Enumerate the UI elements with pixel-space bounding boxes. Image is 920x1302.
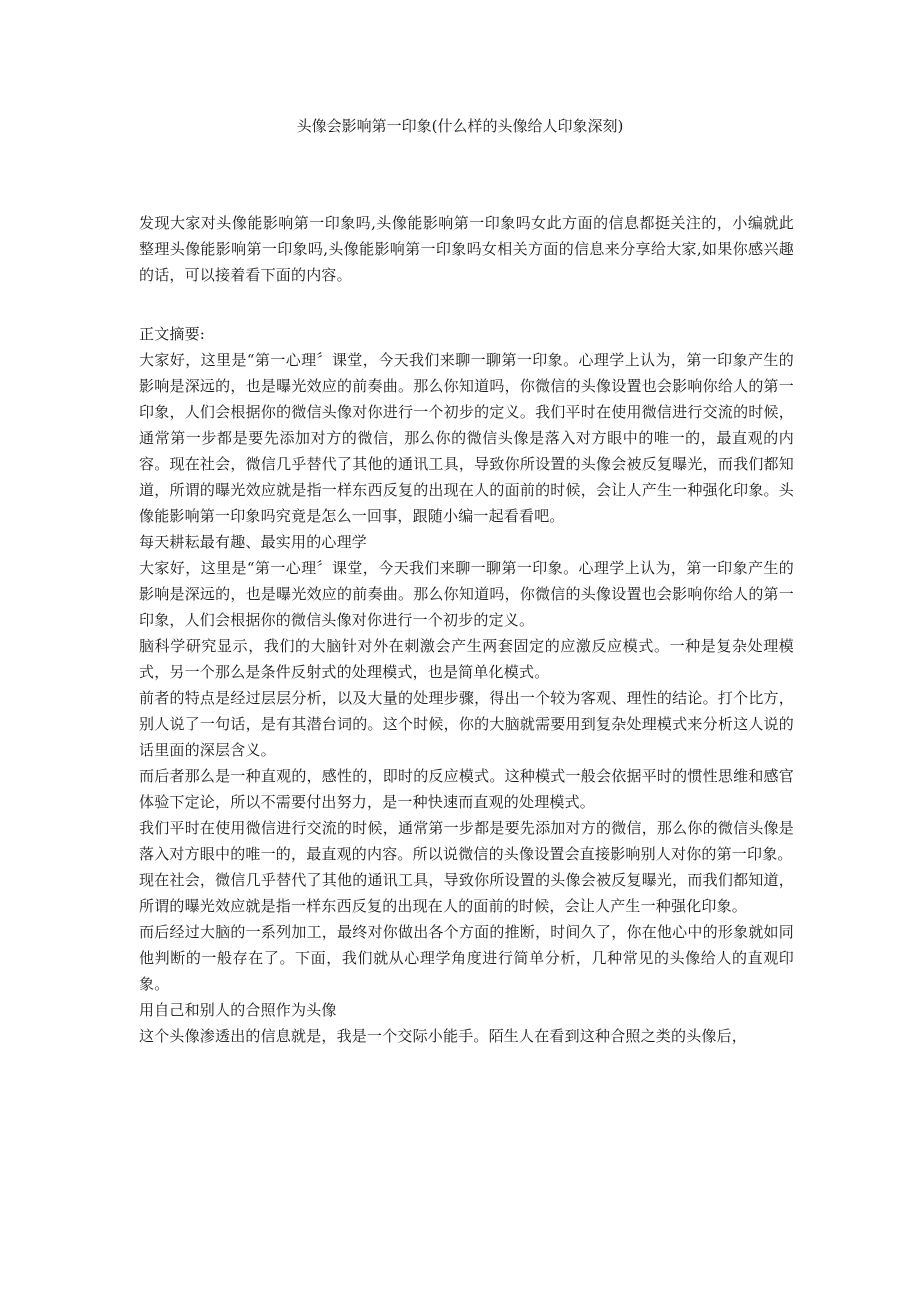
body-paragraph: 而后者那么是一种直观的，感性的，即时的反应模式。这种模式一般会依据平时的惯性思维和感官体验下定论，所以不需要付出努力，是一种快速而直观的处理模式。 <box>139 767 794 811</box>
page-title: 头像会影响第一印象(什么样的头像给人印象深刻) <box>296 117 624 135</box>
subheading: 用自己和别人的合照作为头像 <box>139 1001 337 1019</box>
body-paragraph: 而后经过大脑的一系列加工，最终对你做出各个方面的推断，时间久了，你在他心中的形象就如同他判断的一般存在了。下面，我们就从心理学角度进行简单分析，几种常见的头像给人的直观印象。 <box>139 923 794 993</box>
subheading: 每天耕耘最有趣、最实用的心理学 <box>139 533 368 551</box>
intro-paragraph: 发现大家对头像能影响第一印象吗,头像能影响第一印象吗女此方面的信息都挺关注的，小编就此整理头像能影响第一印象吗,头像能影响第一印象吗女相关方面的信息来分享给大家,如果你感兴趣的话，可以接着看下面的内容。 <box>139 214 794 284</box>
body-paragraph: 大家好，这里是“第一心理〞课堂，今天我们来聊一聊第一印象。心理学上认为，第一印象产生的影响是深远的，也是曝光效应的前奏曲。那么你知道吗，你微信的头像设置也会影响你给人的第一印象，人们会根据你的微信头像对你进行一个初步的定义。 <box>139 559 794 629</box>
body-paragraph: 现在社会，微信几乎替代了其他的通讯工具，导致你所设置的头像会被反复曝光，而我们都知道，所谓的曝光效应就是指一样东西反复的出现在人的面前的时候，会让人产生一种强化印象。 <box>139 871 794 915</box>
body-paragraph: 我们平时在使用微信进行交流的时候，通常第一步都是要先添加对方的微信，那么你的微信头像是落入对方眼中的唯一的，最直观的内容。所以说微信的头像设置会直接影响别人对你的第一印象。 <box>139 819 794 863</box>
body-paragraph: 前者的特点是经过层层分析，以及大量的处理步骤，得出一个较为客观、理性的结论。打个比方，别人说了一句话，是有其潜台词的。这个时候，你的大脑就需要用到复杂处理模式来分析这人说的话里面的深层含义。 <box>139 689 794 759</box>
section-label: 正文摘要: <box>139 325 206 343</box>
body-paragraph: 这个头像渗透出的信息就是，我是一个交际小能手。陌生人在看到这种合照之类的头像后， <box>139 1027 748 1045</box>
intro-block <box>139 210 794 288</box>
body-paragraph: 大家好，这里是“第一心理〞课堂，今天我们来聊一聊第一印象。心理学上认为，第一印象产生的影响是深远的，也是曝光效应的前奏曲。那么你知道吗，你微信的头像设置也会影响你给人的第一印象，人们会根据你的微信头像对你进行一个初步的定义。我们平时在使用微信进行交流的时候，通常第一步都是要先添加对方的微信，那么你的微信头像是落入对方眼中的唯一的，最直观的内容。现在社会，微信几乎替代了其他的通讯工具，导致你所设置的头像会被反复曝光，而我们都知道，所谓的曝光效应就是指一样东西反复的出现在人的面前的时候，会让人产生一种强化印象。头像能影响第一印象吗究竟是怎么一回事，跟随小编一起看看吧。 <box>139 351 794 525</box>
body-paragraph: 脑科学研究显示，我们的大脑针对外在刺激会产生两套固定的应激反应模式。一种是复杂处理模式，另一个那么是条件反射式的处理模式，也是简单化模式。 <box>139 637 794 681</box>
article-body <box>139 321 794 1049</box>
